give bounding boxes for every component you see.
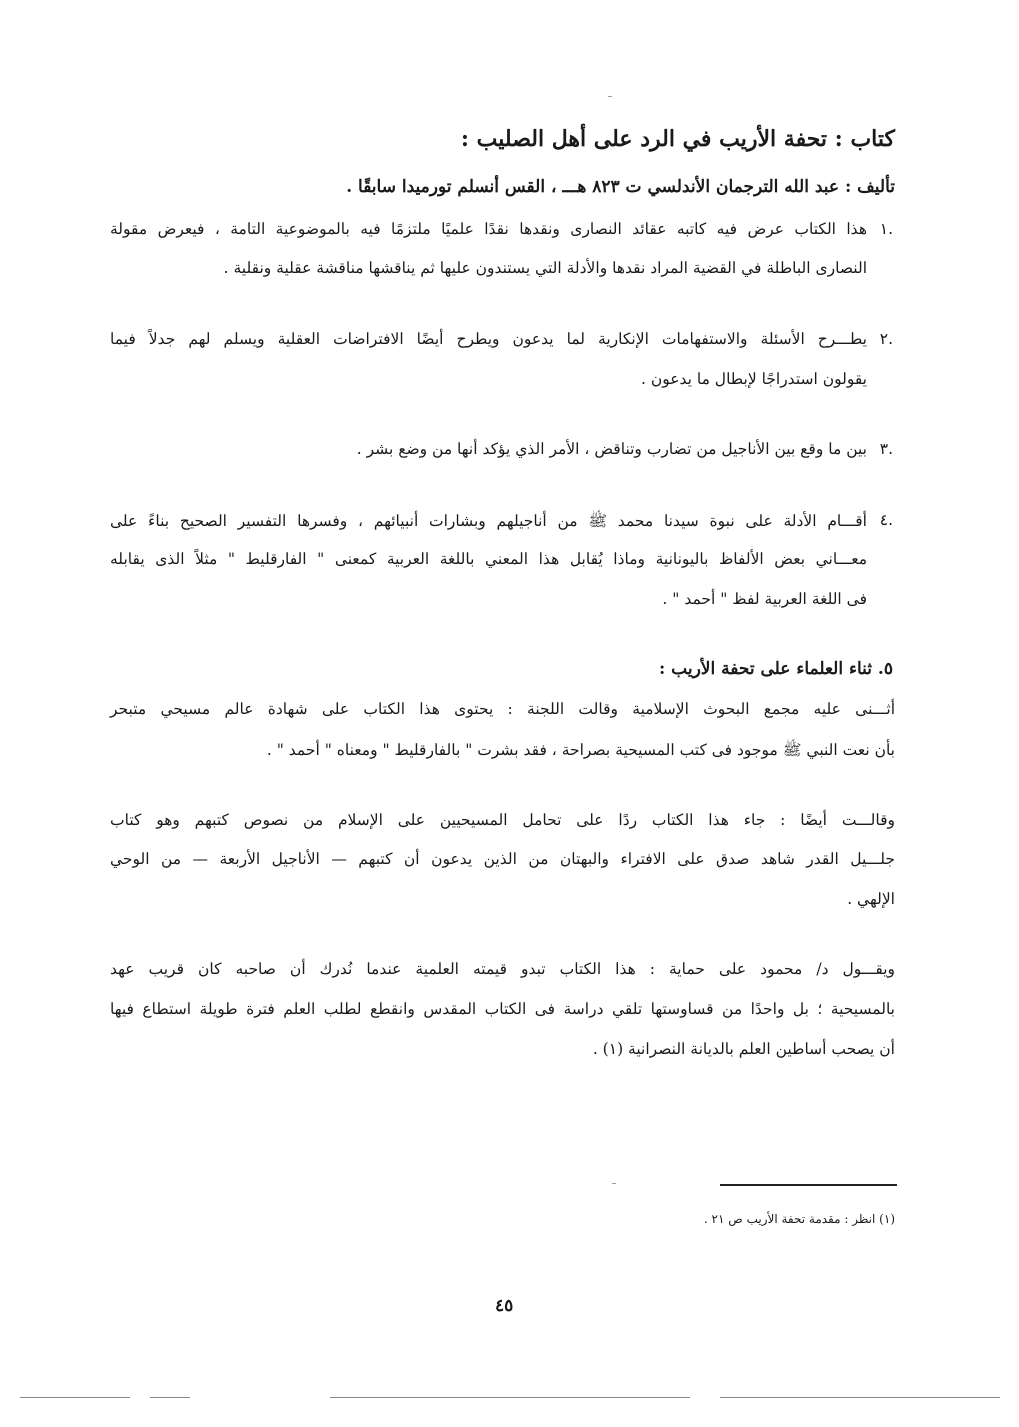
scan-edge-line	[720, 1397, 1000, 1398]
item-number: ١.	[879, 220, 893, 238]
item-text-line: بين ما وقع بين الأناجيل من تضارب وتناقض ، الأمر الذي يؤكد أنها من وضع بشر .	[356, 440, 867, 458]
paragraph-line: وقالـــت أيضًا : جاء هذا الكتاب ردًا على تحامل المسيحيين على الإسلام من نصوص كتبهم وهو كتاب	[110, 811, 895, 829]
scan-edge-line	[150, 1397, 190, 1398]
section-heading: ٥. ثناء العلماء على تحفة الأريب :	[658, 659, 893, 679]
item-text-line: يطـــرح الأسئلة والاستفهامات الإنكارية لما يدعون ويطرح أيضًا الافتراضات العقلية ويسلم لهم جدلاً فيما	[110, 330, 867, 348]
paragraph-line: الإلهي .	[847, 890, 895, 908]
item-text-line: هذا الكتاب عرض فيه كاتبه عقائد النصارى ونقدها نقدًا علميًا ملتزمًا فيه بالموضوعية التامة ، فيعرض مقولة	[110, 220, 867, 238]
item-text-line: معـــاني بعض الألفاظ باليونانية وماذا يُقابل هذا المعني باللغة العربية كمعنى " الفارقليط " مثلاً الذى يقابله	[110, 550, 867, 568]
scan-edge-line	[20, 1397, 130, 1398]
author-line: تأليف : عبد الله الترجمان الأندلسي ت ٨٢٣ هـــ ، القس أنسلم تورميدا سابقًا .	[346, 177, 895, 197]
paragraph-line: أثـــنى عليه مجمع البحوث الإسلامية وقالت اللجنة : يحتوى هذا الكتاب على شهادة عالم مسيحي متبحر	[110, 700, 895, 718]
scan-speck	[612, 1183, 616, 1184]
scan-speck	[608, 96, 612, 97]
book-title: كتاب : تحفة الأريب في الرد على أهل الصليب :	[460, 126, 895, 152]
item-number: ٣.	[879, 440, 893, 458]
item-text-line: فى اللغة العربية لفظ " أحمد " .	[662, 590, 867, 608]
paragraph-line: بأن نعت النبي ﷺ موجود فى كتب المسيحية بصراحة ، فقد بشرت " بالفارقليط " ومعناه " أحمد " .	[266, 741, 895, 759]
footnote: (١) انظر : مقدمة تحفة الأريب ص ٢١ .	[703, 1212, 895, 1226]
paragraph-line: أن يصحب أساطين العلم بالديانة النصرانية (١) .	[592, 1040, 895, 1058]
item-text-line: النصارى الباطلة في القضية المراد نقدها والأدلة التي يستندون عليها ثم يناقشها مناقشة عقلية ونقلية .	[223, 259, 867, 277]
item-text-line: أقـــام الأدلة على نبوة سيدنا محمد ﷺ من أناجيلهم وبشارات أنبيائهم ، وفسرها التفسير الصحيح بناءً على	[110, 512, 867, 530]
item-text-line: يقولون استدراجًا لإبطال ما يدعون .	[640, 370, 867, 388]
scan-edge-line	[330, 1397, 690, 1398]
item-number: ٤.	[879, 511, 893, 529]
footnote-separator	[720, 1184, 897, 1186]
page-number: ٤٥	[495, 1296, 514, 1316]
paragraph-line: بالمسيحية ؛ بل واحدًا من قساوستها تلقي دراسة فى الكتاب المقدس وانقطع لطلب العلم فترة طويلة استطاع فيها	[110, 1000, 895, 1018]
item-number: ٢.	[879, 330, 893, 348]
paragraph-line: ويقـــول د/ محمود على حماية : هذا الكتاب تبدو قيمته العلمية عندما نُدرك أن صاحبه كان قريب عهد	[110, 960, 895, 978]
paragraph-line: جلـــيل القدر شاهد صدق على الافتراء والبهتان من الذين يدعون أن كتبهم — الأناجيل الأربعة — من الوحي	[110, 850, 895, 868]
